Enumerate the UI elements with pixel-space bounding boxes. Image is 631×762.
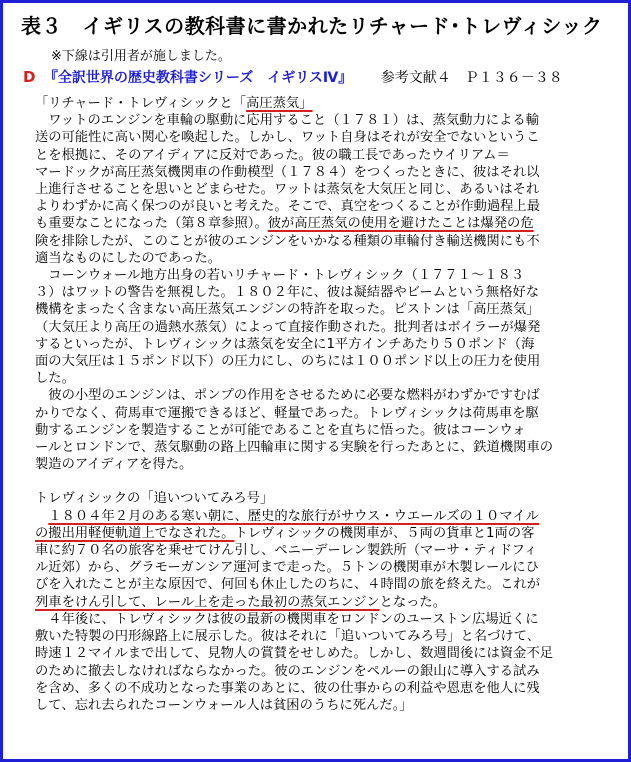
text-line: 時速１２マイルまで出して、見物人の賞賛をせしめた。しかし、数週間後には資金不足	[35, 646, 554, 662]
paragraph-1804-journey	[35, 508, 607, 611]
text-line: 敷いた特製の円形線路上に展示した。彼はそれに「追いついてみろ号」と名づけて、	[35, 629, 541, 645]
text-line: の搬出用軽便軌道上でなされた。トレヴィシックの機関車が、５両の貨車と1両の客	[35, 525, 535, 541]
text-line: 動するエンジンを製造することが可能であることを直ちに悟った。彼はコーンウォ	[35, 422, 526, 438]
text-line: 険を排除したが、このことが彼のエンジンをいかなる種類の車輪付き輸送機関にも不	[35, 233, 540, 249]
page-title: 表３ イギリスの教科書に書かれたリチャード･トレヴィシック	[21, 14, 603, 38]
text-line: 適当なものにしたのであった。	[35, 250, 222, 266]
text-line: ル近郊）から、グラモーガンシア運河まで走った。５トンの機関車が木製レールにひ	[35, 560, 539, 576]
paragraph-trevithick-patent	[35, 267, 607, 387]
text-line: 車に約７０名の旅客を乗せてけん引し、ペニーデーレン製鉄所（マーサ・ティドフィ	[35, 543, 538, 559]
underlined-phrase: 彼が高圧蒸気の使用を避けたことは爆発の危	[267, 216, 534, 232]
section-heading-1: 「リチャード・トレヴィシックと「高圧蒸気」	[35, 96, 313, 111]
text-line	[35, 508, 607, 525]
text-line: 面の大気圧は１５ポンド以下）の圧力にし、のちには１００ポンド以上の圧力を使用	[35, 354, 541, 370]
text-line: （大気圧より高圧の過熱水蒸気）によって直接作動された。批判者はボイラーが爆発	[35, 319, 541, 335]
text-line: マードックが高圧蒸気機関車の作動模型（１７８４）をつくったときに、彼はそれ以	[35, 164, 540, 180]
text-line: した。	[35, 371, 75, 387]
text-line: するといったが、トレヴィシックは蒸気を安全に1平方インチあたり５０ポンド（海	[35, 336, 535, 352]
section-heading-2: トレヴィシックの「追いついてみろ号」	[35, 491, 274, 507]
text-line: ールとロンドンで、蒸気駆動の路上四輪車に関する実験を行ったあとに、鉄道機関車の	[35, 440, 554, 456]
text-line: コーンウォール地方出身の若いリチャード・トレヴィシック（１７７１～１８３	[35, 268, 525, 284]
source-line	[23, 67, 623, 87]
underlined-phrase: １８０４年２月のある寒い朝に、歴史的な旅行がサウス・ウエールズの１０マイル	[48, 508, 539, 524]
text-line: 彼の小型のエンジンは、ポンプの作用をさせるために必要な燃料がわずかですむば	[35, 388, 540, 404]
text-line: 上進行させることを思いとどまらせた。ワットは蒸気を大気圧と同じ、あるいはそれ	[35, 182, 540, 198]
paragraph-watt	[35, 112, 607, 267]
text-line: とを根拠に、そのアイディアに反対であった。彼の職工長であったウイリアム＝	[35, 147, 510, 163]
source-reference: 参考文献４ Ｐ１３６－３８	[380, 70, 563, 86]
text-line: よりわずかに高く保つのが良いと考えた。そこで、真空をつくることが作動過程上最	[35, 199, 541, 215]
text-line: ３）はワットの警告を無視した。１８０２年に、彼は凝結器やビームという無格好な	[35, 285, 540, 301]
text-line: かりでなく、荷馬車で運搬できるほど、軽量であった。トレヴィシックは荷馬車を駆	[35, 405, 539, 421]
text-line: 機構をまったく含まない高圧蒸気エンジンの特許を取った。ピストンは「高圧蒸気」	[35, 302, 540, 318]
text-line: 列車をけん引して、レール上を走った最初の蒸気エンジンとなった。	[35, 594, 447, 610]
text-line: 送の可能性に高い関心を喚起した。しかし、ワット自身はそれが安全でないというこ	[35, 130, 540, 146]
paragraph-catch-me-who-can	[35, 611, 607, 714]
text-line: して、忘れ去られたコーンウォール人は貧困のうちに死んだ。」	[35, 697, 413, 713]
text-line: ワットのエンジンを車輪の駆動に応用すること（１７８１）は、蒸気動力による輸	[35, 113, 539, 129]
text-line: びを入れたことが主な原因で、何回も休止したのちに、４時間の旅を終えた。これが	[35, 577, 541, 593]
text-line: ４年後に、トレヴィシックは彼の最新の機関車をロンドンのユーストン広場近くに	[35, 611, 539, 627]
source-marker: D	[23, 68, 36, 86]
underlined-phrase: の搬出用軽便軌道上でなされた。	[35, 525, 235, 541]
text-line: も重要なことになった（第８章参照）。彼が高圧蒸気の使用を避けたことは爆発の危	[35, 216, 534, 232]
quoted-text	[35, 95, 607, 714]
text-line: のために撤去しなければならなかった。彼のエンジンをペルーの銀山に導入する試み	[35, 663, 540, 679]
text-line: 製造のアイディアを得た。	[35, 457, 193, 473]
paragraph-small-engine	[35, 387, 607, 473]
text-line: を含め、多くの不成功となった事業のあとに、彼の仕事からの利益や恩恵を他人に残	[35, 680, 540, 696]
book-title: 『全訳世界の歴史教科書シリーズ イギリスⅣ』	[43, 70, 353, 86]
underlined-phrase: 列車をけん引して、レール上を走った最初の蒸気エンジン	[35, 594, 380, 610]
underline-note: ※下線は引用者が施しました。	[51, 49, 231, 64]
